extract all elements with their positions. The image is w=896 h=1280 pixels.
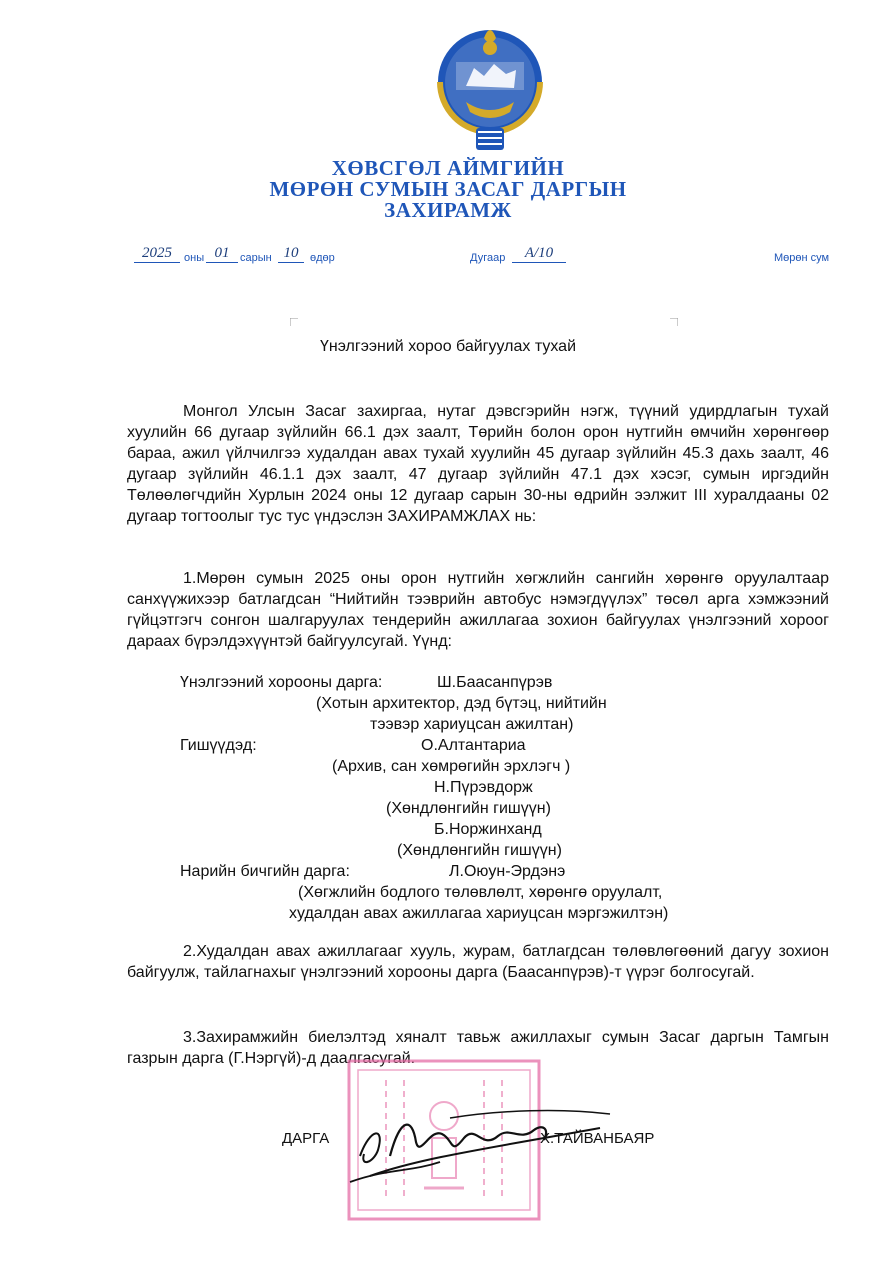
chair-label: Үнэлгээний хорооны дарга: <box>180 674 383 691</box>
item3-text: 3.Захирамжийн биелэлтэд хяналт тавьж ажиллахыг сумын Засаг даргын Тамгын газрын дарга (Г.Нэргүй)-д даалгасугай. <box>127 1029 829 1067</box>
chair-role-line1: (Хотын архитектор, дэд бүтэц, нийтийн <box>316 695 607 712</box>
number-label: Дугаар <box>470 252 506 264</box>
members-label: Гишүүдэд: <box>180 737 257 754</box>
secretary-role-line2: худалдан авах ажиллагаа хариуцсан мэргэжилтэн) <box>289 905 669 922</box>
year-label: оны <box>184 252 205 264</box>
secretary-name: Л.Оюун-Эрдэнэ <box>449 863 566 880</box>
item2-paragraph <box>127 941 829 983</box>
member2-name: Н.Пүрэвдорж <box>434 779 533 796</box>
number-value: А/10 <box>512 246 566 263</box>
preamble-paragraph <box>127 401 829 527</box>
corner-mark-left <box>290 318 298 326</box>
year-value: 2025 <box>134 246 180 263</box>
decree-title: Үнэлгээний хороо байгуулах тухай <box>319 338 577 355</box>
member2-role: (Хөндлөнгийн гишүүн) <box>386 800 551 817</box>
member1-name: О.Алтантариа <box>421 737 526 754</box>
member1-role: (Архив, сан хөмрөгийн эрхлэгч ) <box>332 758 571 775</box>
month-label: сарын <box>240 252 272 264</box>
state-emblem-icon <box>436 8 544 160</box>
chair-role-line2: тээвэр хариуцсан ажилтан) <box>370 716 574 733</box>
item1-text: 1.Мөрөн сумын 2025 оны орон нутгийн хөгжлийн сангийн хөрөнгө оруулалтаар санхүүжихээр батлагдсан “Нийтийн тээврийн автобус нэмэгдүүлэх” төсөл арга хэмжээний гүйцэтгэгч сонгон шалгаруулах тендерийн ажиллагаа зохион байгуулах үнэлгээний хороог дараах бүрэлдэхүүнтэй байгуулсугай. Үүнд: <box>127 570 829 650</box>
place-label: Мөрөн сум <box>774 252 830 264</box>
item1-paragraph <box>127 568 829 652</box>
corner-mark-right <box>670 318 678 326</box>
issuing-authority <box>0 158 896 221</box>
signatory-name: Х.ТАЙВАНБАЯР <box>540 1130 655 1147</box>
secretary-label: Нарийн бичгийн дарга: <box>180 863 350 880</box>
org-line-aimag: ХӨВСГӨЛ АЙМГИЙН <box>331 156 565 180</box>
doc-type: ЗАХИРАМЖ <box>384 198 512 222</box>
member3-role: (Хөндлөнгийн гишүүн) <box>397 842 562 859</box>
member3-name: Б.Норжинханд <box>434 821 542 838</box>
org-line-sum: МӨРӨН СУМЫН ЗАСАГ ДАРГЫН <box>269 177 627 201</box>
day-value: 10 <box>278 246 304 263</box>
decree-meta-row <box>0 246 896 270</box>
day-label: өдөр <box>310 252 335 264</box>
signatory-title: ДАРГА <box>282 1130 330 1147</box>
chair-name: Ш.Баасанпүрэв <box>437 674 553 691</box>
secretary-role-line1: (Хөгжлийн бодлого төлөвлөлт, хөрөнгө оруулалт, <box>298 884 663 901</box>
month-value: 01 <box>206 246 238 263</box>
item2-text: 2.Худалдан авах ажиллагааг хууль, журам, батлагдсан төлөвлөгөөний дагуу зохион байгуулж, тайлагнахыг үнэлгээний хорооны дарга (Баасанпүрэв)-т үүрэг болгосугай. <box>127 943 829 981</box>
preamble-text: Монгол Улсын Засаг захиргаа, нутаг дэвсгэрийн нэгж, түүний удирдлагын тухай хуулийн 66 дугаар зүйлийн 66.1 дэх заалт, Төрийн болон орон нутгийн өмчийн хөрөнгөөр бараа, ажил үйлчилгээ худалдан авах тухай хуулийн 45 дугаар зүйлийн 45.3 дахь заалт, 46 дугаар зүйлийн 46.1.1 дэх заалт, 47 дугаар зүйлийн 47.1 дэх хэсэг, сумын иргэдийн Төлөөлөгчдийн Хурлын 2024 оны 12 дугаар сарын 30-ны өдрийн ээлжит III хуралдааны 02 дугаар тогтоолыг тус тус үндэслэн ЗАХИРАМЖЛАХ нь: <box>127 403 829 525</box>
